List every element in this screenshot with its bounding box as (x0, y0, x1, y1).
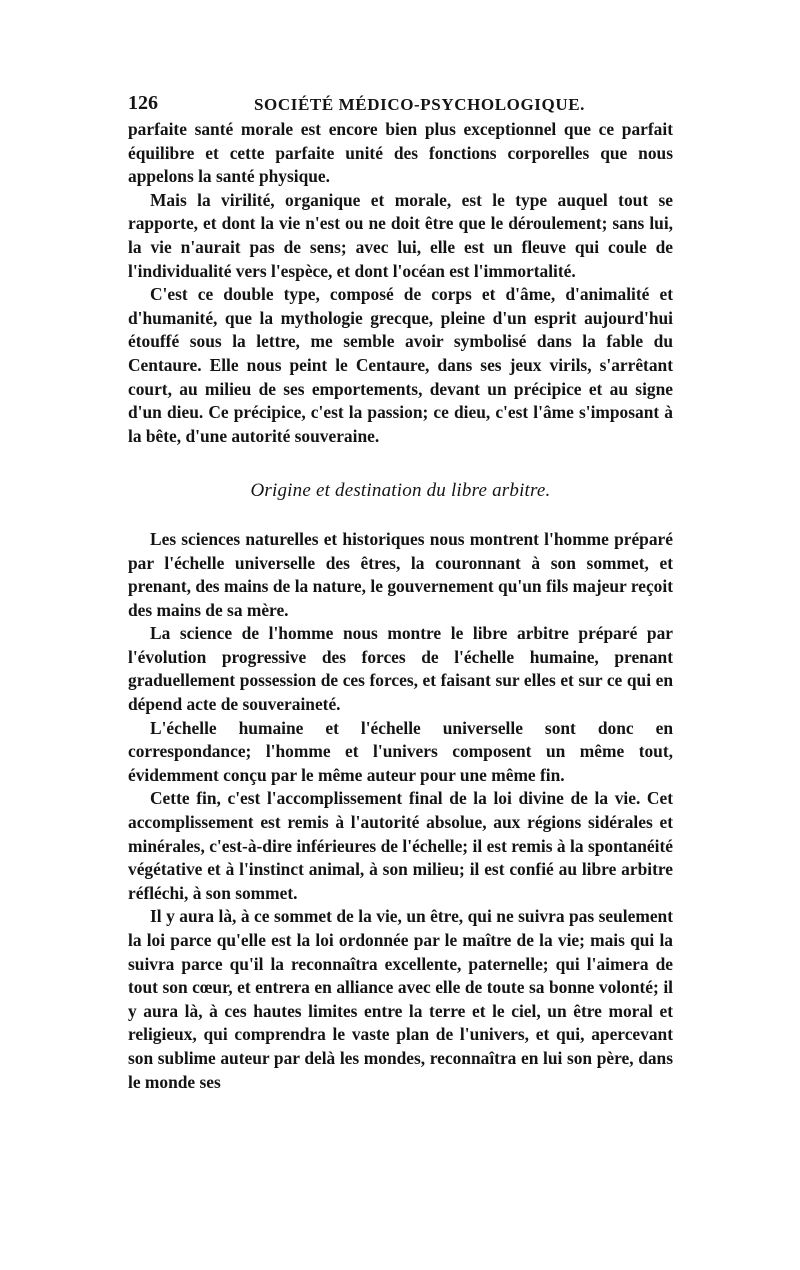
paragraph-1: parfaite santé morale est encore bien plus exceptionnel que ce parfait équilibre et cette parfaite unité des fonctions corporelles que nous appelons la santé physique. (128, 119, 673, 187)
paragraph-3: C'est ce double type, composé de corps et d'âme, d'animalité et d'humanité, que la mythologie grecque, pleine d'un esprit aujourd'hui étouffé sous la lettre, me semble avoir symbolisé dans la fable du Centaure. Elle nous peint le Centaure, dans ses jeux virils, s'arrêtant court, au milieu de ses emportements, devant un précipice et au signe d'un dieu. Ce précipice, c'est la passion; ce dieu, c'est l'âme s'imposant à la bête, d'une autorité souveraine. (128, 284, 673, 446)
paragraph-8: Il y aura là, à ce sommet de la vie, un être, qui ne suivra pas seulement la loi parce qu'elle est la loi ordonnée par le maître de la vie; mais qui la suivra parce qu'il la reconnaîtra excellente, paternelle; qui l'aimera de tout son cœur, et entrera en alliance avec elle de toute sa bonne volonté; il y aura là, à ces hautes limites entre la terre et le ciel, un être moral et religieux, qui comprendra le vaste plan de l'univers, et qui, apercevant son sublime auteur par delà les mondes, reconnaîtra en lui son père, dans le monde ses (128, 906, 673, 1092)
journal-title: SOCIÉTÉ MÉDICO-PSYCHOLOGIQUE. (254, 95, 586, 114)
section-title: Origine et destination du libre arbitre. (250, 480, 551, 502)
body-text (128, 118, 673, 1094)
paragraph-4: Les sciences naturelles et historiques nous montrent l'homme préparé par l'échelle universelle des êtres, la couronnant à son sommet, et prenant, des mains de la nature, le gouvernement qu'un fils majeur reçoit des mains de sa mère. (128, 528, 673, 620)
paragraph-7: Cette fin, c'est l'accomplissement final de la loi divine de la vie. Cet accomplissement est remis à l'autorité absolue, aux régions sidérales et minérales, c'est-à-dire inférieures de l'échelle; il est remis à la spontanéité végétative et à l'instinct animal, à son milieu; il est confié au libre arbitre réfléchi, à son sommet. (128, 788, 673, 903)
page-number: 126 (128, 92, 158, 114)
book-page (128, 92, 673, 1094)
paragraph-2: Mais la virilité, organique et morale, est le type auquel tout se rapporte, et dont la vie n'est ou ne doit être que le déroulement; sans lui, la vie n'aurait pas de sens; avec lui, elle est un fleuve qui coule de l'individualité vers l'espèce, et dont l'océan est l'immortalité. (128, 189, 673, 281)
paragraph-6: L'échelle humaine et l'échelle universelle sont donc en correspondance; l'homme et l'univers composent un même tout, évidemment conçu par le même auteur pour une même fin. (128, 717, 673, 785)
running-head (128, 92, 673, 118)
paragraph-5: La science de l'homme nous montre le libre arbitre préparé par l'évolution progressive des forces de l'échelle humaine, prenant graduellement possession de ces forces, et faisant sur elles et sur ce qui en dépend acte de souveraineté. (128, 623, 673, 715)
